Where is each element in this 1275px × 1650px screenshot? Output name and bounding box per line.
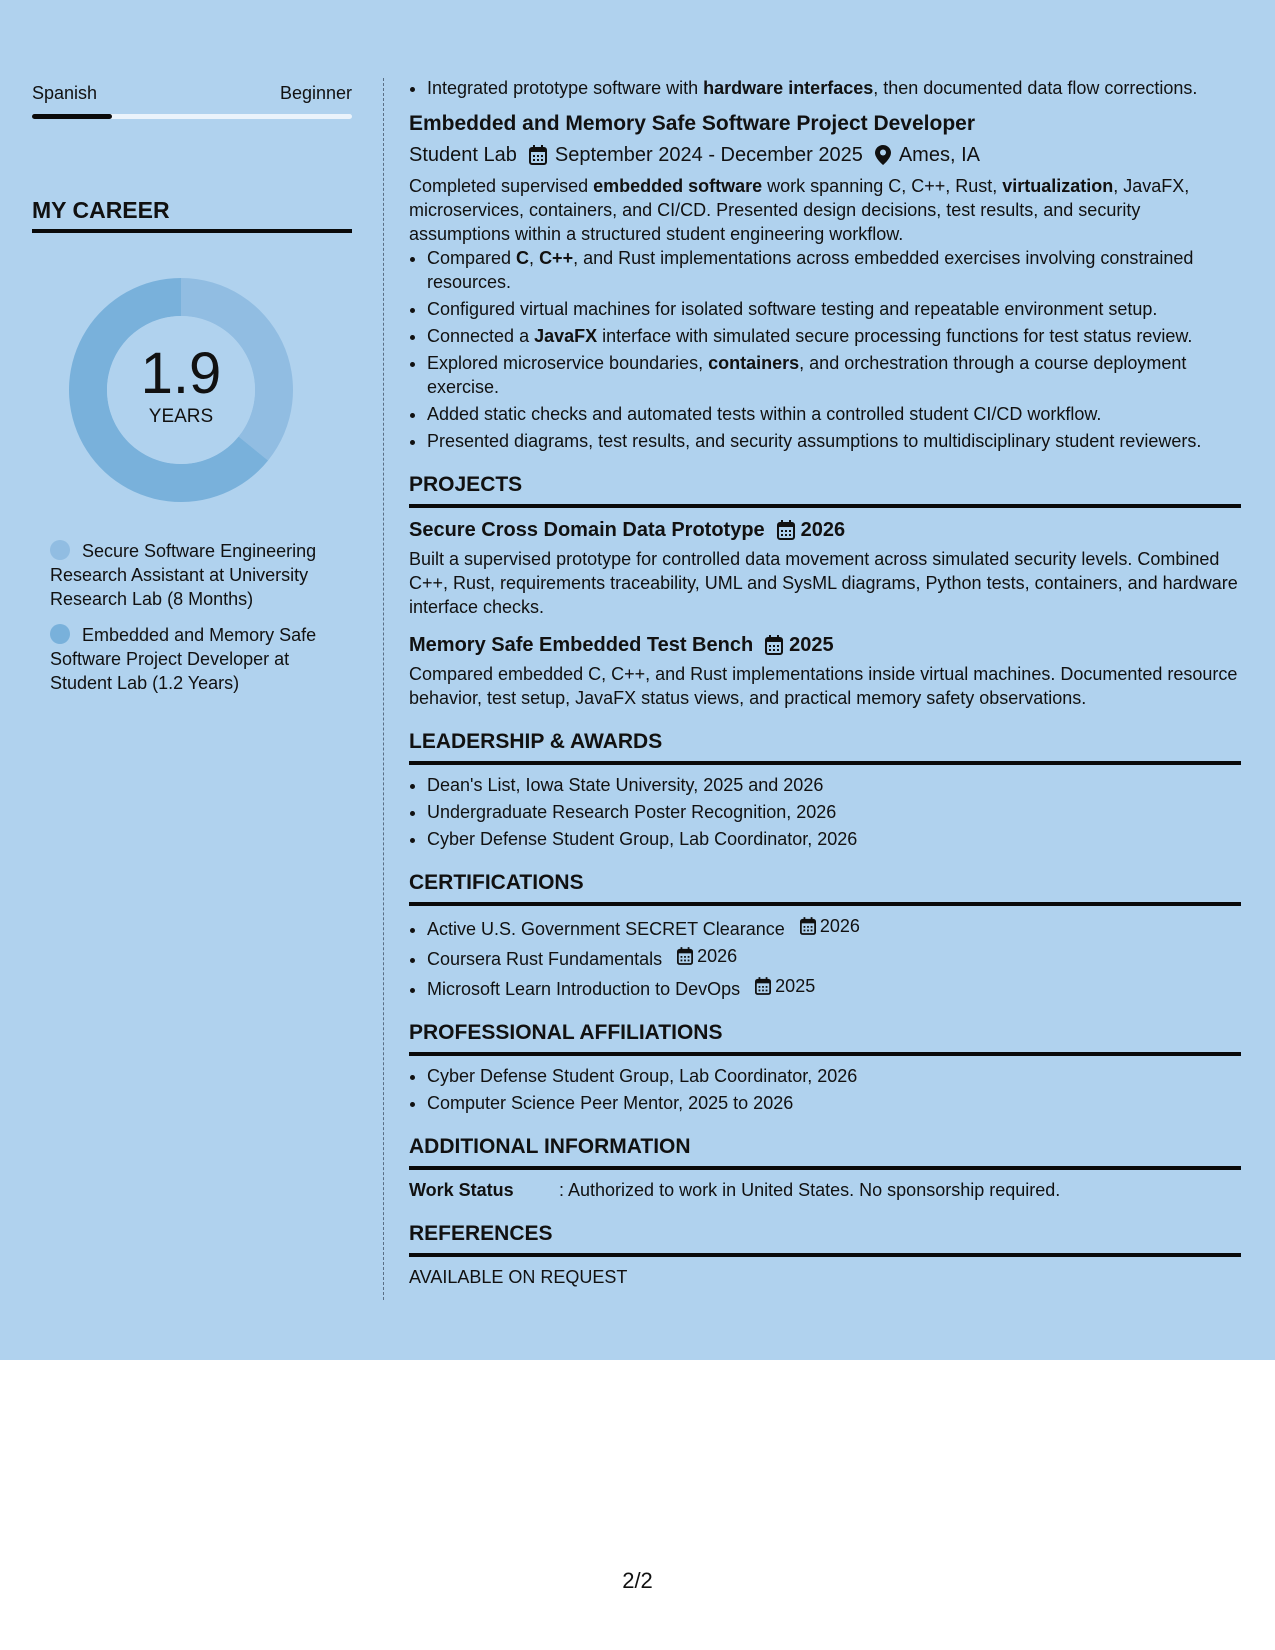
career-legend-label: Embedded and Memory Safe Software Project Developer at Student Lab (1.2 Years) [50,625,317,693]
prev-job-bullets [409,76,1241,100]
job-meta [409,141,1241,169]
project-title: Secure Cross Domain Data Prototype [409,519,765,541]
job-location: Ames, IA [898,144,980,166]
list-item: • Integrated prototype software with hardware interfaces, then documented data flow corrections. [427,76,1241,100]
calendar-icon [755,977,771,995]
column-divider [383,78,384,1300]
career-heading: MY CAREER [32,195,352,233]
work-status-row [409,1178,1241,1202]
projects-heading: PROJECTS [409,471,1241,508]
career-total-value: 1.9 [140,341,222,406]
language-progress-bar [32,114,352,119]
project-description: Compared embedded C, C++, and Rust implementations inside virtual machines. Documented resource behavior, test setup, JavaFX status views, and practical memory safety observations. [409,664,1238,708]
list-item: • Explored microservice boundaries, containers, and orchestration through a course deployment exercise. [427,351,1241,399]
list-item [427,944,1241,971]
list-item: • Undergraduate Research Poster Recognition, 2026 [427,800,1241,824]
affiliations-heading: PROFESSIONAL AFFILIATIONS [409,1019,1241,1056]
language-skill [32,76,352,119]
list-item: • Compared C, C++, and Rust implementations across embedded exercises involving constrained resources. [427,246,1241,294]
project-description: Built a supervised prototype for controlled data movement across simulated security levels. Combined C++, Rust, requirements traceability, UML and SysML diagrams, Python tests, containers, and hardware interface checks. [409,549,1238,617]
project-year: 2025 [789,634,834,656]
legend-dot [50,540,70,560]
language-level: Beginner [279,83,352,103]
calendar-icon [800,917,816,935]
leadership-heading: LEADERSHIP & AWARDS [409,728,1241,765]
list-item: • Dean's List, Iowa State University, 2025 and 2026 [427,773,1241,797]
cert-name: Coursera Rust Fundamentals [427,949,663,969]
career-legend-item [50,623,352,695]
leadership-list [409,773,1241,851]
cert-year: 2026 [819,916,860,936]
project-title: Memory Safe Embedded Test Bench [409,634,754,656]
job-dates: September 2024 - December 2025 [554,144,863,166]
job-bullets [409,246,1241,453]
career-total-unit: YEARS [148,406,214,427]
certifications-list [409,914,1241,1001]
project-item [409,631,1241,710]
job-company: Student Lab [409,144,517,166]
legend-dot [50,624,70,644]
job-title: Embedded and Memory Safe Software Project Developer [409,112,975,135]
list-item: • Connected a JavaFX interface with simulated secure processing functions for test status review. [427,324,1241,348]
career-legend [50,539,352,695]
cert-year: 2025 [775,976,816,996]
references-text: AVAILABLE ON REQUEST [409,1267,628,1287]
page-number: 2/2 [622,1568,653,1593]
cert-name: Microsoft Learn Introduction to DevOps [427,979,741,999]
language-progress-fill [32,114,112,119]
additional-info-heading: ADDITIONAL INFORMATION [409,1133,1241,1170]
affiliations-list [409,1064,1241,1115]
job-description: Completed supervised embedded software work spanning C, C++, Rust, virtualization, JavaFX, microservices, containers, and CI/CD. Presented design decisions, test results, and security assumptions within a structured student engineering workflow. [409,176,1190,244]
list-item: • Added static checks and automated tests within a controlled student CI/CD workflow. [427,402,1241,426]
cert-name: Active U.S. Government SECRET Clearance [427,919,785,939]
map-pin-icon [875,145,891,165]
cert-year: 2026 [697,946,738,966]
list-item: • Cyber Defense Student Group, Lab Coordinator, 2026 [427,1064,1241,1088]
list-item: • Presented diagrams, test results, and security assumptions to multidisciplinary student reviewers. [427,429,1241,453]
calendar-icon [777,520,795,540]
work-status-value: : Authorized to work in United States. No sponsorship required. [559,1180,1061,1200]
project-year: 2026 [800,519,846,541]
work-status-label: Work Status [409,1180,514,1200]
calendar-icon [677,947,693,965]
references-heading: REFERENCES [409,1220,1241,1257]
project-item [409,516,1241,619]
certifications-heading: CERTIFICATIONS [409,869,1241,906]
list-item: • Computer Science Peer Mentor, 2025 to 2026 [427,1091,1241,1115]
career-legend-item [50,539,352,611]
list-item: • Cyber Defense Student Group, Lab Coordinator, 2026 [427,827,1241,851]
language-name: Spanish [32,83,98,103]
list-item [427,914,1241,941]
career-donut-chart [66,275,296,505]
list-item [427,974,1241,1001]
right-column [409,76,1241,1289]
left-column [32,76,352,707]
career-legend-label: Secure Software Engineering Research Assistant at University Research Lab (8 Months) [50,541,317,609]
calendar-icon [529,145,547,165]
calendar-icon [765,635,783,655]
list-item: • Configured virtual machines for isolated software testing and repeatable environment setup. [427,297,1241,321]
